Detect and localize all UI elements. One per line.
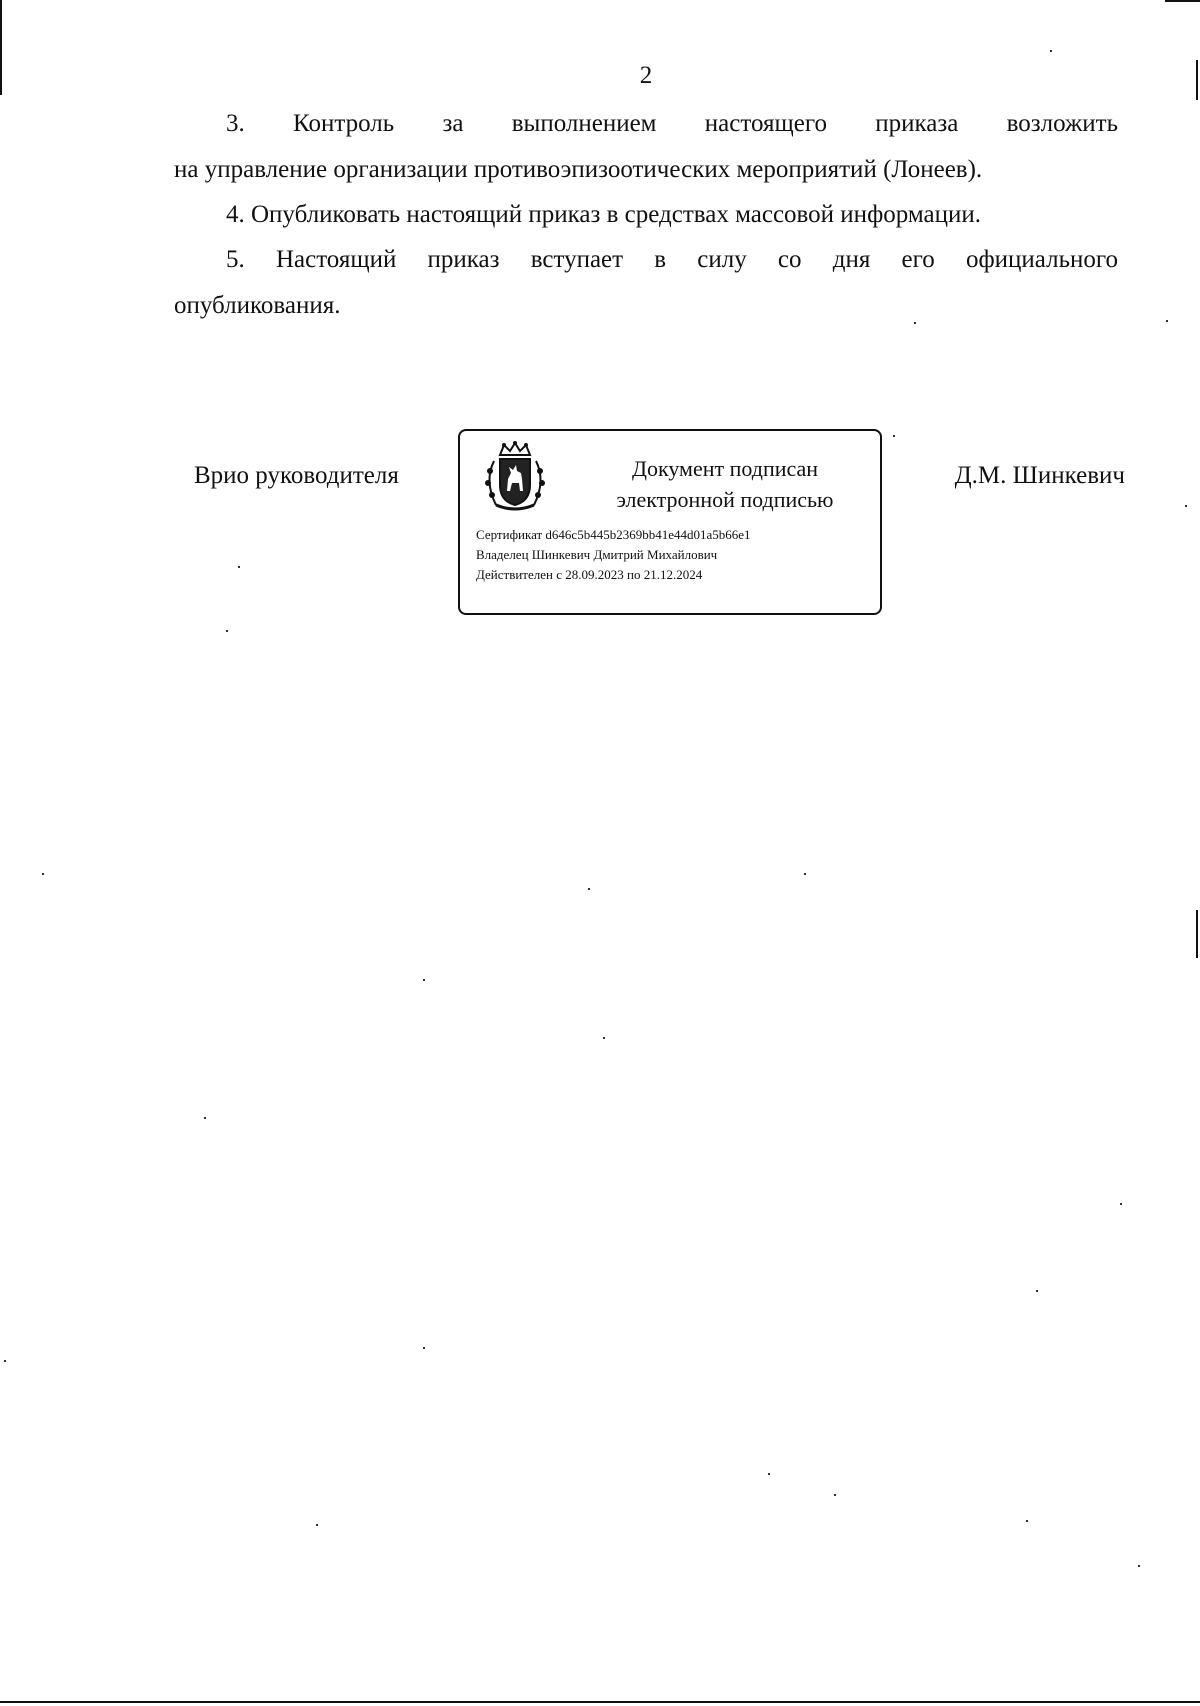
scan-speck (914, 322, 916, 324)
stamp-title (580, 453, 870, 515)
stamp-details (476, 525, 751, 585)
scan-speck (1138, 1565, 1140, 1567)
scan-speck (893, 435, 895, 437)
scan-speck (1120, 1203, 1122, 1205)
scan-speck (804, 873, 806, 875)
scan-speck (603, 1037, 605, 1039)
paragraph-5-first-line: 5. Настоящий приказ вступает в силу со дня его официального (226, 246, 1118, 273)
scan-edge-right-mid (1196, 910, 1198, 958)
scan-speck (238, 566, 240, 568)
signer-role: Врио руководителя (194, 462, 399, 489)
paragraph-5 (174, 237, 1118, 329)
paragraph-3-continuation: на управление организации противоэпизоотических мероприятий (Лонеев). (174, 156, 983, 183)
scan-edge-left (0, 0, 2, 95)
scan-speck (316, 1524, 318, 1526)
scan-speck (226, 630, 228, 632)
stamp-title-line-2: электронной подписью (616, 487, 834, 512)
paragraph-4: 4. Опубликовать настоящий приказ в средствах массовой информации. (226, 201, 982, 228)
scan-speck (1166, 320, 1168, 322)
paragraph-3-first-line: 3. Контроль за выполнением настоящего приказа возложить (226, 110, 1118, 137)
stamp-certificate: Сертификат d646c5b445b2369bb41e44d01a5b66e1 (476, 527, 751, 542)
coat-of-arms-icon (480, 441, 550, 513)
stamp-validity: Действителен с 28.09.2023 по 21.12.2024 (476, 567, 703, 582)
scan-edge-top-right (1165, 0, 1200, 2)
paragraph-5-continuation: опубликования. (174, 292, 341, 319)
paragraph-3 (174, 101, 1118, 193)
scan-speck (1050, 50, 1052, 52)
scan-speck (4, 1360, 6, 1362)
page-number: 2 (639, 62, 653, 89)
electronic-signature-stamp (458, 429, 882, 615)
scan-speck (1185, 505, 1187, 507)
scan-speck (588, 888, 590, 890)
scan-speck (1026, 1520, 1028, 1522)
scan-speck (834, 1494, 836, 1496)
scan-speck (423, 979, 425, 981)
scan-edge-bottom (0, 1701, 1200, 1703)
scan-speck (1036, 1290, 1038, 1292)
scan-speck (768, 1473, 770, 1475)
scan-speck (423, 1347, 425, 1349)
signer-name: Д.М. Шинкевич (954, 462, 1125, 489)
scan-speck (42, 873, 44, 875)
stamp-title-line-1: Документ подписан (631, 456, 819, 481)
stamp-owner: Владелец Шинкевич Дмитрий Михайлович (476, 547, 718, 562)
scan-speck (204, 1117, 206, 1119)
